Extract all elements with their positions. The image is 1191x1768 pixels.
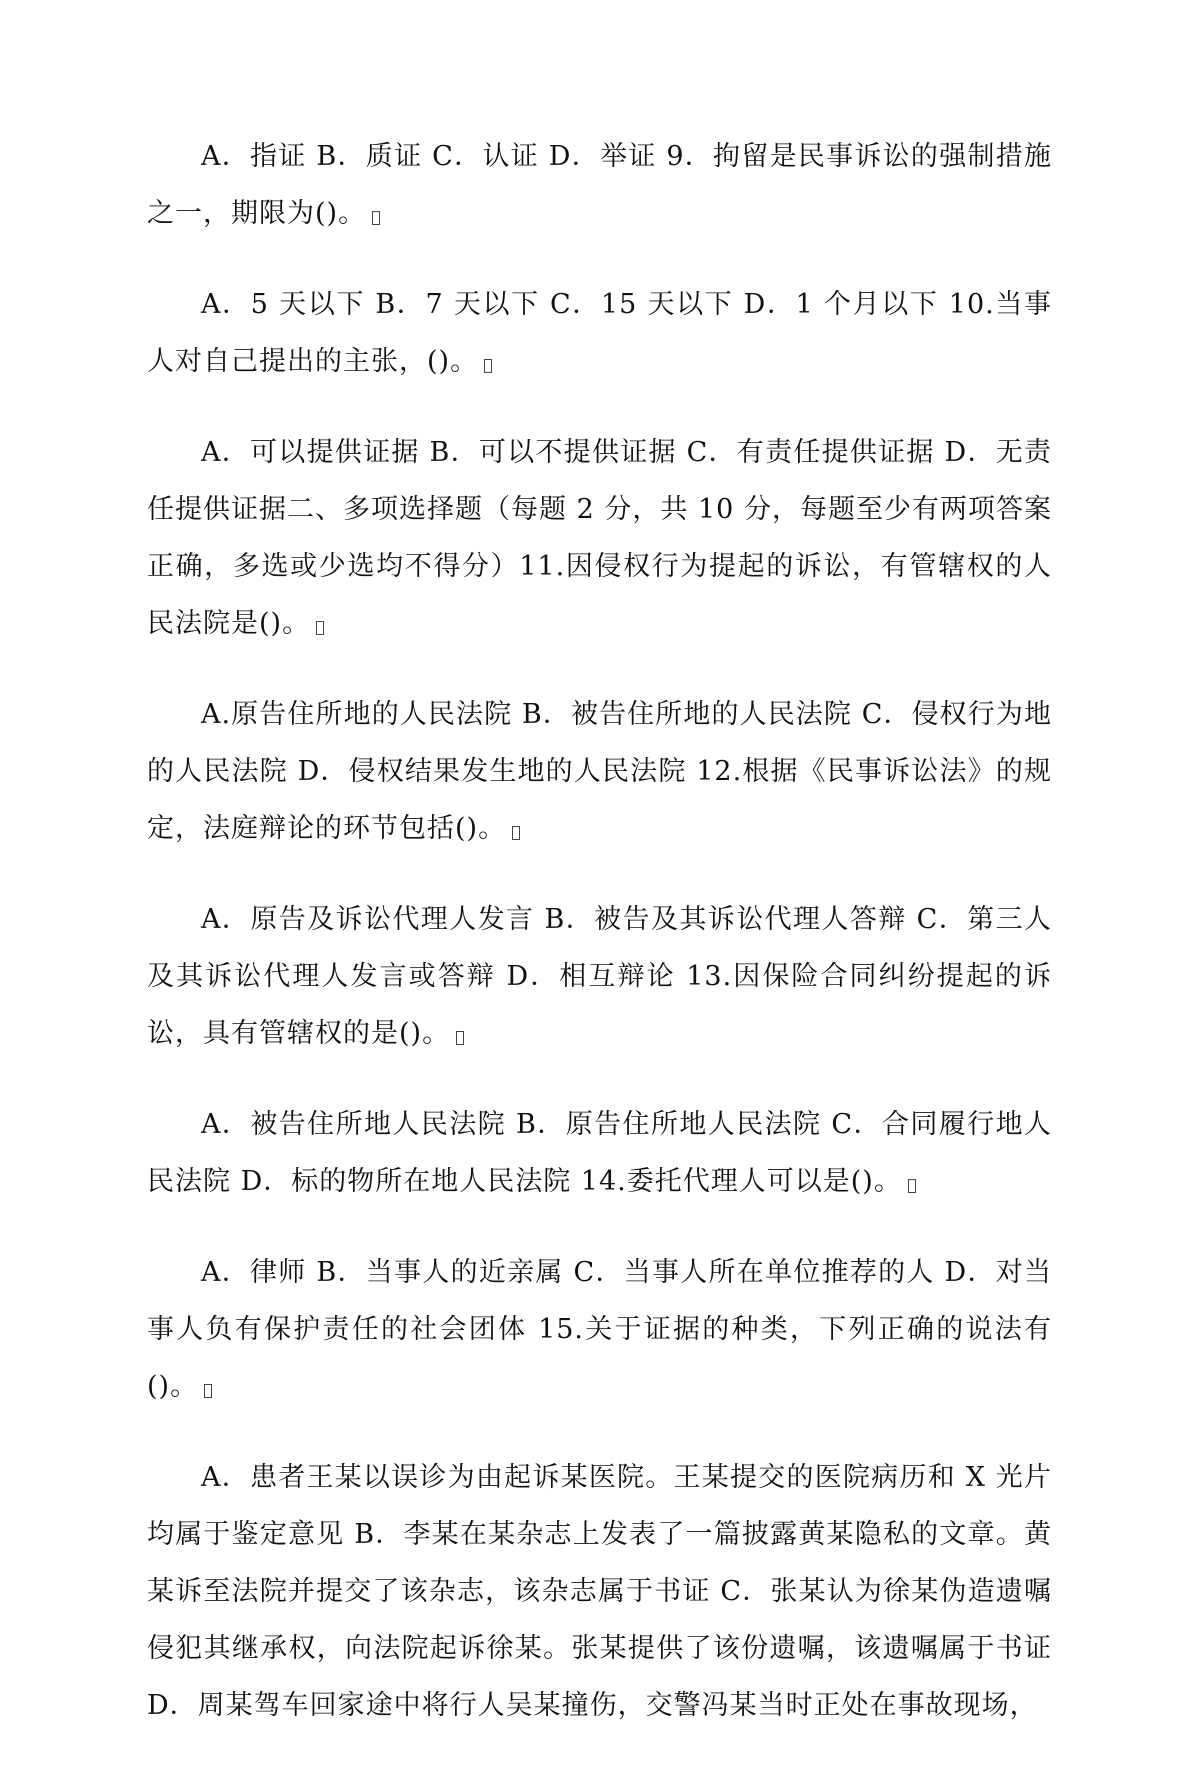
paragraph-mark-icon: [456, 1031, 464, 1045]
paragraph-mark-icon: [372, 211, 380, 225]
paragraph-q15-options: [147, 1449, 1052, 1734]
paragraph-q12: [147, 686, 1052, 857]
paragraph-text: A．患者王某以误诊为由起诉某医院。王某提交的医院病历和 X 光片均属于鉴定意见 B．李某在某杂志上发表了一篇披露黄某隐私的文章。黄某诉至法院并提交了该杂志，该杂志属于书证 C．张某认为徐某伪造遗嘱侵犯其继承权，向法院起诉徐某。张某提供了该份遗嘱，该遗嘱属于书证 D．周某驾车回家途中将行人吴某撞伤，交警冯某当时正处在事故现场，: [147, 1462, 1052, 1721]
paragraph-mark-icon: [316, 621, 324, 635]
paragraph-mark-icon: [512, 826, 520, 840]
paragraph-q11: [147, 424, 1052, 652]
paragraph-text: A．被告住所地人民法院 B．原告住所地人民法院 C．合同履行地人民法院 D．标的物所在地人民法院 14.委托代理人可以是()。: [147, 1109, 1052, 1197]
paragraph-mark-icon: [484, 359, 492, 373]
paragraph-text: A．原告及诉讼代理人发言 B．被告及其诉讼代理人答辩 C．第三人及其诉讼代理人发言或答辩 D．相互辩论 13.因保险合同纠纷提起的诉讼，具有管辖权的是()。: [147, 904, 1052, 1049]
paragraph-q13: [147, 891, 1052, 1062]
paragraph-text: A．律师 B．当事人的近亲属 C．当事人所在单位推荐的人 D．对当事人负有保护责任的社会团体 15.关于证据的种类，下列正确的说法有()。: [147, 1257, 1052, 1402]
paragraph-mark-icon: [908, 1179, 916, 1193]
paragraph-text: A．指证 B．质证 C．认证 D．举证 9．拘留是民事诉讼的强制措施之一，期限为()。: [147, 141, 1052, 229]
paragraph-q15: [147, 1244, 1052, 1415]
paragraph-text: A．5 天以下 B．7 天以下 C．15 天以下 D．1 个月以下 10.当事人对自己提出的主张，()。: [147, 289, 1052, 377]
paragraph-text: A．可以提供证据 B．可以不提供证据 C．有责任提供证据 D．无责任提供证据二、多项选择题（每题 2 分，共 10 分，每题至少有两项答案正确，多选或少选均不得分）11.因侵权行为提起的诉讼，有管辖权的人民法院是()。: [147, 437, 1052, 639]
paragraph-mark-icon: [204, 1384, 212, 1398]
document-body: [147, 128, 1052, 1768]
paragraph-q9: [147, 128, 1052, 242]
paragraph-q10: [147, 276, 1052, 390]
paragraph-q14: [147, 1096, 1052, 1210]
paragraph-text: A.原告住所地的人民法院 B．被告住所地的人民法院 C．侵权行为地的人民法院 D．侵权结果发生地的人民法院 12.根据《民事诉讼法》的规定，法庭辩论的环节包括()。: [147, 699, 1052, 844]
